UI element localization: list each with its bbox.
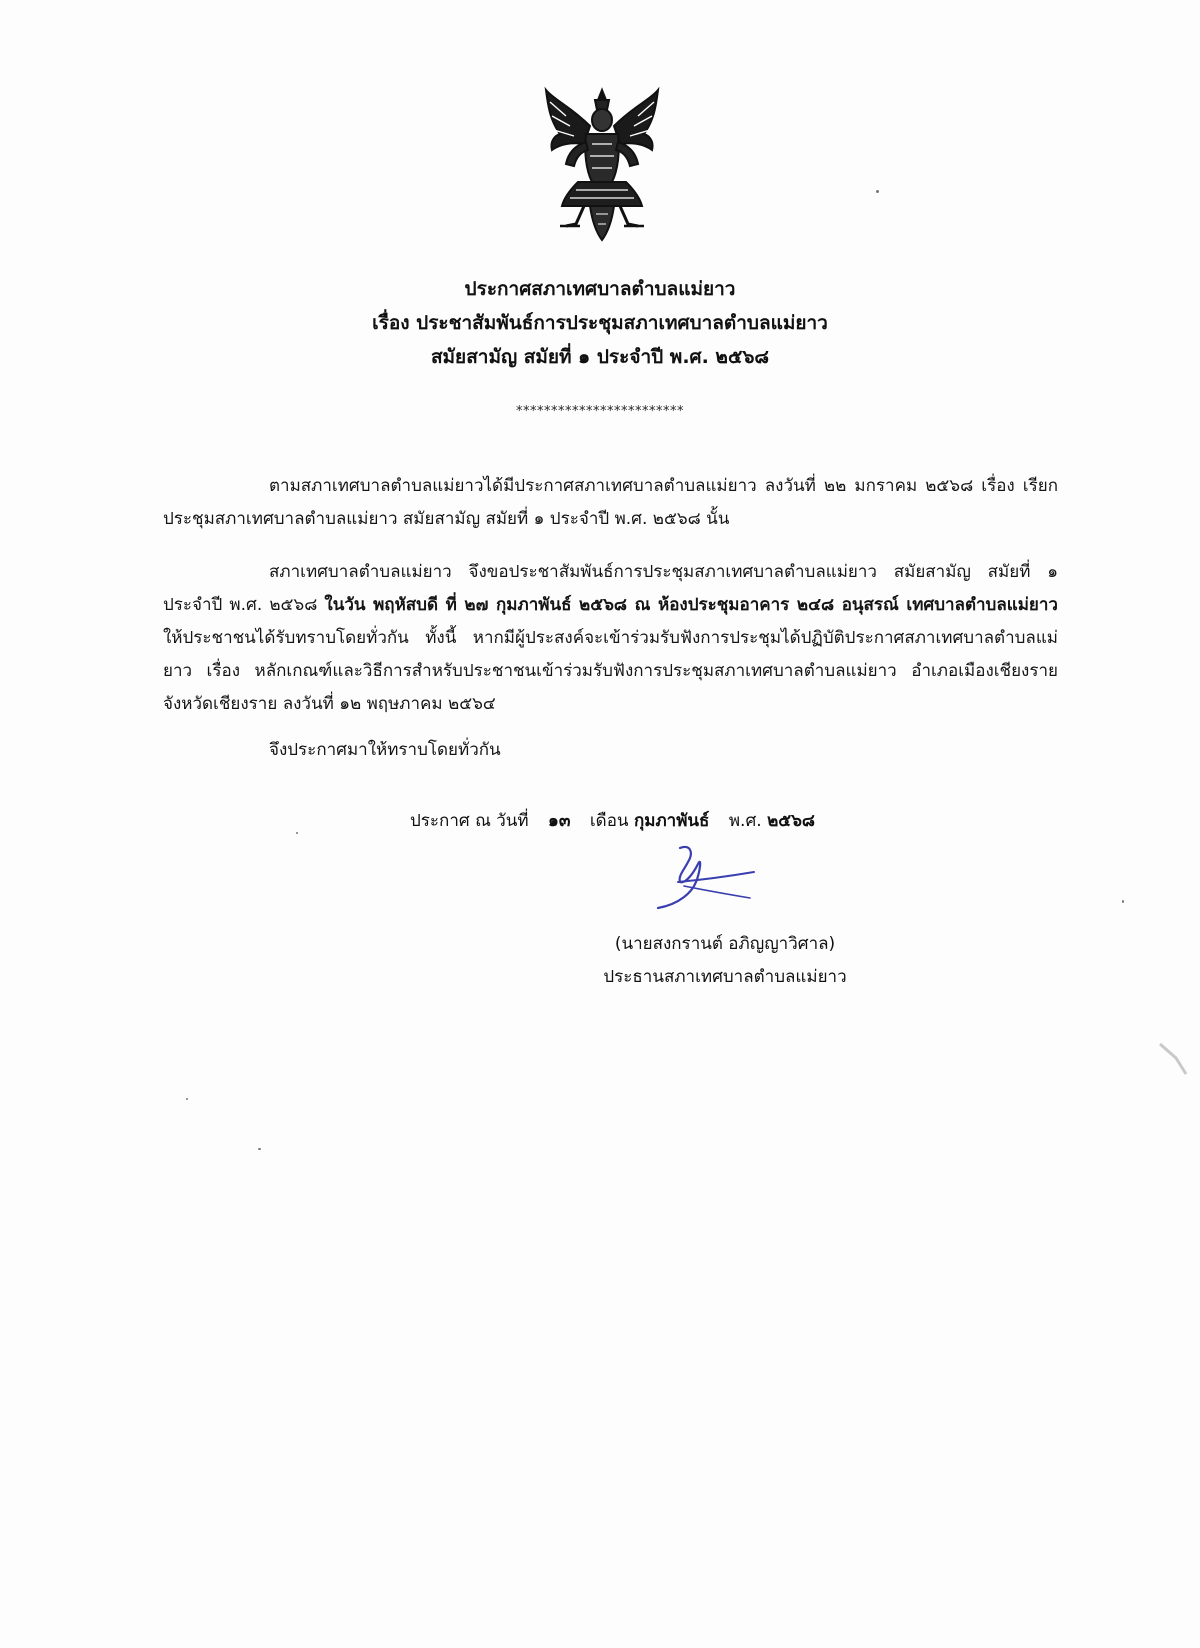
- dateline-day: ๑๓: [548, 811, 571, 831]
- dateline-month: กุมภาพันธ์: [633, 811, 710, 831]
- paragraph-2-part-3: ให้ประชาชนได้รับทราบโดยทั่วกัน ทั้งนี้ หากมีผู้ประสงค์จะเข้าร่วมรับฟังการประชุมได้ปฏิบัติประกาศสภาเทศบาลตำบลแม่ยาว เรื่อง หลักเกณฑ์และวิธีการสำหรับประชาชนเข้าร่วมรับฟังการประชุมสภาเทศบาลตำบลแม่ยาว อำเภอเมืองเชียงราย จังหวัดเชียงราย ลงวันที่ ๑๒ พฤษภาคม ๒๕๖๔: [163, 628, 1058, 714]
- dateline-prefix: ประกาศ ณ วันที่: [410, 811, 529, 831]
- announcement-heading: [0, 272, 1200, 374]
- heading-line-3: สมัยสามัญ สมัยที่ ๑ ประจำปี พ.ศ. ๒๕๖๘: [430, 346, 770, 368]
- dateline-month-label: เดือน: [589, 811, 629, 831]
- scan-speck: [186, 1098, 188, 1100]
- heading-line-2: เรื่อง ประชาสัมพันธ์การประชุมสภาเทศบาลตำบลแม่ยาว: [372, 312, 828, 334]
- heading-line-1: ประกาศสภาเทศบาลตำบลแม่ยาว: [464, 278, 736, 300]
- scan-speck: [1122, 900, 1124, 903]
- paragraph-3-text: จึงประกาศมาให้ทราบโดยทั่วกัน: [269, 740, 501, 760]
- paragraph-2-meeting-details: ในวัน พฤหัสบดี ที่ ๒๗ กุมภาพันธ์ ๒๕๖๘ ณ ห้องประชุมอาคาร ๒๔๘ อนุสรณ์ เทศบาลตำบลแม่ยาว: [324, 595, 1058, 615]
- paragraph-3: [163, 734, 1058, 767]
- scan-speck: [296, 832, 298, 834]
- dateline-year-label: พ.ศ.: [728, 811, 762, 831]
- signer-block: [560, 928, 890, 994]
- paragraph-2: [163, 556, 1058, 721]
- scan-speck: [876, 190, 879, 193]
- paragraph-2-text: [163, 556, 1058, 721]
- scan-speck: [258, 1148, 261, 1150]
- paragraph-2-part-1: สภาเทศบาลตำบลแม่ยาว จึงขอประชาสัมพันธ์การประชุมสภาเทศบาลตำบลแม่ยาว สมัยสามัญ สมัยที่ ๑ ประจำปี พ.ศ. ๒๕๖๘: [163, 562, 1058, 615]
- announcement-dateline: [410, 806, 815, 836]
- dateline-year: ๒๕๖๘: [767, 811, 816, 831]
- handwritten-signature-icon: [650, 842, 760, 914]
- star-divider: ************************: [516, 404, 684, 419]
- scan-edge-mark: [1156, 1040, 1192, 1080]
- signer-title: ประธานสภาเทศบาลตำบลแม่ยาว: [603, 967, 847, 987]
- signer-name: (นายสงกรานต์ อภิญญาวิศาล): [614, 934, 836, 954]
- garuda-emblem-icon: [540, 86, 664, 244]
- paragraph-1: [163, 470, 1058, 536]
- paragraph-1-text: ตามสภาเทศบาลตำบลแม่ยาวได้มีประกาศสภาเทศบาลตำบลแม่ยาว ลงวันที่ ๒๒ มกราคม ๒๕๖๘ เรื่อง เรียกประชุมสภาเทศบาลตำบลแม่ยาว สมัยสามัญ สมัยที่ ๑ ประจำปี พ.ศ. ๒๕๖๘ นั้น: [163, 476, 1058, 529]
